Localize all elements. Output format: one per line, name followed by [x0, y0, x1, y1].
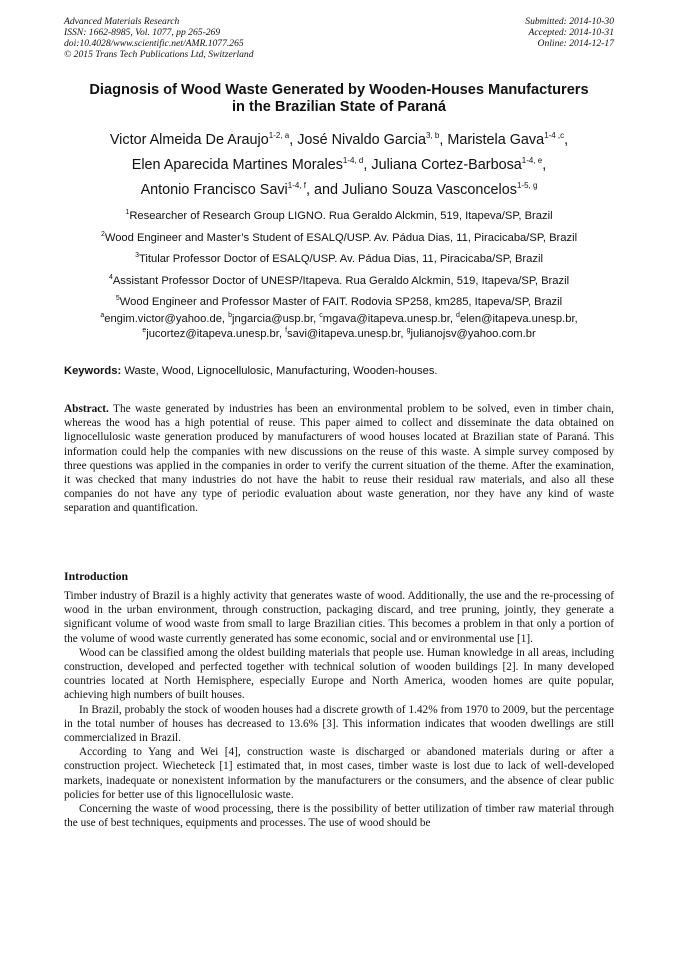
accepted-date: Accepted: 2014-10-31 [528, 27, 614, 38]
email[interactable]: $^f$savi@itapeva.unesp.br [285, 327, 401, 340]
author-line-3: Antonio Francisco Savi$^{1-4, f}$, and Juliano Souza Vasconcelos$^{1-5, g}$ [140, 181, 538, 198]
keywords-label: Keywords: [64, 365, 122, 377]
email[interactable]: $^c$mgava@itapeva.unesp.br [319, 312, 450, 325]
author: Juliano Souza Vasconcelos$^{1-5, g}$ [342, 181, 538, 198]
issn-line: ISSN: 1662-8985, Vol. 1077, pp 265-269 [64, 27, 221, 38]
keywords-text: Waste, Wood, Lignocellulosic, Manufacturing, Wooden-houses. [124, 365, 438, 377]
email-list [30, 312, 648, 342]
journal-header-right [525, 16, 614, 49]
email[interactable]: $^e$jucortez@itapeva.unesp.br [142, 327, 279, 340]
paper-title [40, 82, 638, 116]
paragraph: Wood can be classified among the oldest building materials that people use. Human knowledge in all areas, including construction, developed and perfected together with technical solution of wooden buildings [2]. In many developed countries located at North Hemisphere, especially Europe and North America, wooden homes are quite popular, achieving high numbers of built houses. [64, 646, 614, 702]
email-line-2: $^e$jucortez@itapeva.unesp.br, $^f$savi@itapeva.unesp.br, $^g$julianojsv@yahoo.com.br [142, 327, 536, 340]
affiliation: $^2$Wood Engineer and Master’s Student of ESALQ/USP. Av. Pádua Dias, 11, Piracicaba/SP, Brazil [100, 230, 578, 244]
affiliation: $^3$Titular Professor Doctor of ESALQ/USP. Av. Pádua Dias, 11, Piracicaba/SP, Brazil [135, 252, 543, 265]
copyright-line: © 2015 Trans Tech Publications Ltd, Switzerland [64, 49, 254, 60]
paragraph: Concerning the waste of wood processing, there is the possibility of better utilization of timber raw material through the use of best techniques, equipments and processes. The use of wood should be [64, 803, 614, 830]
author: Elen Aparecida Martines Morales$^{1-4, d}$ [131, 156, 364, 173]
abstract-text: The waste generated by industries has been an environmental problem to be solved, even in timber chain, whereas the wood has a high potential of reuse. This paper aimed to collect and disseminate the data obtained on lignocellulosic waste generation produced by manufacturers of wood houses located at Brazilian state of Paraná. This information could help the companies with new discussions on the reuse of this waste. A simple survey composed by three questions was applied in the companies in order to verify the current situation of the theme. After the examination, it was checked that many industries do not have the habit to reuse their residual raw materials, and also all these companies do not have any type of periodic evaluation about waste generation, nor they have any kind of waste separation and quantification. [64, 403, 614, 515]
keywords [64, 364, 614, 378]
author: Maristela Gava$^{1-4 ,c}$ [447, 131, 565, 148]
email[interactable]: $^b$jngarcia@usp.br [228, 312, 314, 325]
section-heading-introduction: Introduction [64, 569, 129, 583]
abstract-label: Abstract. [64, 403, 109, 415]
email-line-1: $^a$engim.victor@yahoo.de, $^b$jngarcia@usp.br, $^c$mgava@itapeva.unesp.br, $^d$elen@itapeva.unesp.br, [100, 312, 578, 325]
author: Victor Almeida De Araujo$^{1-2, a}$ [109, 131, 290, 148]
journal-header-left [64, 16, 254, 60]
author: Antonio Francisco Savi$^{1-4, f}$ [140, 181, 306, 198]
email[interactable]: $^g$julianojsv@yahoo.com.br [406, 327, 536, 340]
author: Juliana Cortez-Barbosa$^{1-4, e}$ [371, 156, 543, 173]
introduction-body [64, 589, 614, 830]
online-date: Online: 2014-12-17 [537, 38, 614, 49]
email[interactable]: $^d$elen@itapeva.unesp.br [456, 312, 575, 325]
affiliation: $^5$Wood Engineer and Professor Master of FAIT. Rodovia SP258, km285, Itapeva/SP, Brazil [115, 295, 563, 308]
paragraph: In Brazil, probably the stock of wooden houses had a discrete growth of 1.42% from 1970 to 2009, but the percentage in the total number of houses has decreased to 13.6% [3]. This information indicates that wooden dwellings are still commercialized in Brazil. [64, 703, 614, 745]
abstract [64, 402, 614, 516]
doi-line: doi:10.4028/www.scientific.net/AMR.1077.265 [64, 38, 244, 49]
journal-name: Advanced Materials Research [64, 16, 180, 27]
affiliation: $^4$Assistant Professor Doctor of UNESP/Itapeva. Rua Geraldo Alckmin, 519, Itapeva/SP, Brazil [108, 273, 570, 287]
author: José Nivaldo Garcia$^{3, b}$ [297, 131, 440, 148]
paragraph: Timber industry of Brazil is a highly activity that generates waste of wood. Additionally, the use and the re-processing of wood in the urban environment, through construction, packaging discard, and tree pruning, jointly, they generate a significant volume of wood waste from small to large Brazilian cities. This becomes a problem in that only a portion of the volume of wood waste currently generated has some economic, social and or environmental use [1]. [64, 590, 614, 645]
submitted-date: Submitted: 2014-10-30 [525, 16, 614, 27]
author-line-1: Victor Almeida De Araujo$^{1-2, a}$, José Nivaldo Garcia$^{3, b}$, Maristela Gava$^{1-4 ,c}$, [109, 131, 569, 148]
email[interactable]: $^a$engim.victor@yahoo.de [100, 312, 222, 325]
author-line-2: Elen Aparecida Martines Morales$^{1-4, d}$, Juliana Cortez-Barbosa$^{1-4, e}$, [131, 156, 547, 173]
paper-title-line-1: Diagnosis of Wood Waste Generated by Wooden-Houses Manufacturers [89, 82, 589, 98]
author-list [40, 128, 638, 203]
paper-title-line-2: in the Brazilian State of Paraná [231, 99, 447, 115]
affiliation-list [30, 206, 648, 314]
affiliation: $^1$Researcher of Research Group LIGNO. Rua Geraldo Alckmin, 519, Itapeva/SP, Brazil [125, 209, 553, 222]
paragraph: According to Yang and Wei [4], construction waste is discharged or abandoned materials during or after a construction project. Wiecheteck [1] estimated that, in most cases, timber waste is lost due to lack of well-developed markets, inadequate or nonexistent information by the manufacturers or the consumers, and the absence of clear public policies for better use of this lignocellulosic waste. [64, 746, 614, 801]
